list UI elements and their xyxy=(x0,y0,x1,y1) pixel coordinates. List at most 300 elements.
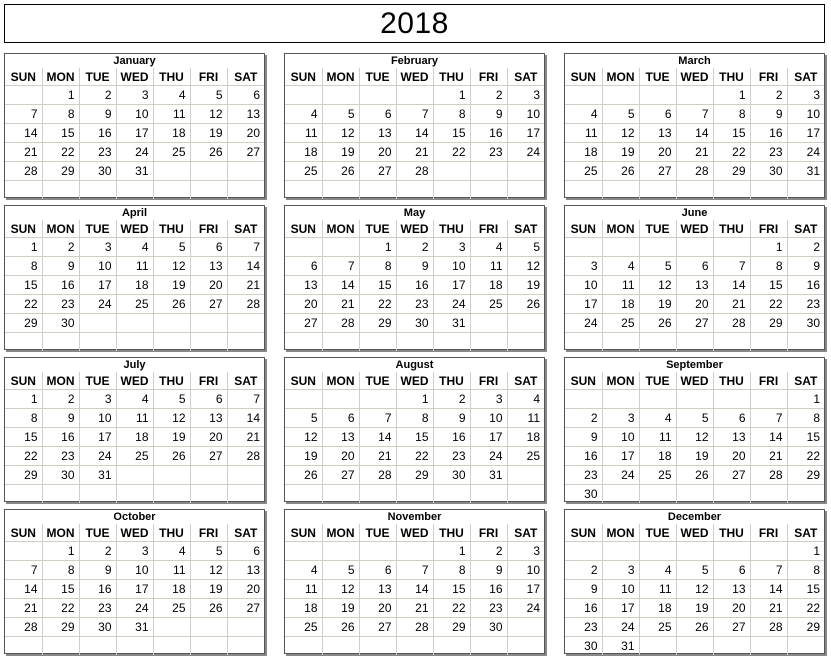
day-cell: 13 xyxy=(227,105,264,124)
day-cell: 28 xyxy=(396,618,433,637)
weekday-header: TUE xyxy=(79,524,116,542)
weekday-header: WED xyxy=(396,524,433,542)
day-cell: 6 xyxy=(359,105,396,124)
day-cell: 15 xyxy=(750,276,787,295)
day-cell: 10 xyxy=(470,409,507,428)
day-cell xyxy=(322,390,359,409)
day-cell: 30 xyxy=(42,314,79,333)
day-cell xyxy=(5,485,42,504)
day-cell: 25 xyxy=(153,143,190,162)
day-cell: 15 xyxy=(433,580,470,599)
day-cell: 11 xyxy=(470,257,507,276)
day-cell: 8 xyxy=(713,105,750,124)
day-cell: 7 xyxy=(359,409,396,428)
day-cell: 20 xyxy=(359,599,396,618)
weekday-header: TUE xyxy=(359,68,396,86)
day-cell: 1 xyxy=(787,542,824,561)
day-cell: 6 xyxy=(676,257,713,276)
day-cell xyxy=(507,485,544,504)
day-cell: 23 xyxy=(42,447,79,466)
day-cell: 8 xyxy=(787,561,824,580)
weekday-header: FRI xyxy=(470,372,507,390)
day-cell: 19 xyxy=(153,428,190,447)
day-cell: 28 xyxy=(676,162,713,181)
day-cell: 22 xyxy=(42,599,79,618)
day-cell: 27 xyxy=(190,447,227,466)
day-cell xyxy=(5,181,42,200)
weekday-header: SAT xyxy=(507,524,544,542)
day-cell: 14 xyxy=(5,124,42,143)
weekday-header: MON xyxy=(42,372,79,390)
day-cell xyxy=(470,637,507,656)
day-cell: 25 xyxy=(285,618,322,637)
day-cell xyxy=(713,637,750,656)
day-cell: 25 xyxy=(639,466,676,485)
day-cell: 29 xyxy=(713,162,750,181)
day-cell xyxy=(190,333,227,352)
day-cell: 24 xyxy=(79,295,116,314)
day-cell xyxy=(190,618,227,637)
day-cell: 8 xyxy=(433,105,470,124)
day-cell xyxy=(116,485,153,504)
day-cell xyxy=(359,390,396,409)
day-cell: 2 xyxy=(396,238,433,257)
day-cell: 13 xyxy=(639,124,676,143)
day-cell: 7 xyxy=(5,105,42,124)
day-cell xyxy=(190,181,227,200)
day-cell: 11 xyxy=(116,409,153,428)
day-cell: 31 xyxy=(787,162,824,181)
weekday-header: MON xyxy=(602,220,639,238)
weekday-header: WED xyxy=(396,372,433,390)
day-cell xyxy=(787,637,824,656)
day-cell: 16 xyxy=(470,580,507,599)
day-cell: 23 xyxy=(565,466,602,485)
day-cell: 30 xyxy=(565,637,602,656)
day-cell: 26 xyxy=(153,447,190,466)
day-cell: 18 xyxy=(639,599,676,618)
day-cell xyxy=(787,485,824,504)
month-table xyxy=(5,524,264,655)
month-may xyxy=(284,205,545,350)
day-cell: 25 xyxy=(153,599,190,618)
day-cell xyxy=(227,181,264,200)
day-cell xyxy=(227,618,264,637)
day-cell: 5 xyxy=(190,86,227,105)
day-cell: 20 xyxy=(359,143,396,162)
day-cell xyxy=(787,333,824,352)
day-cell: 2 xyxy=(79,542,116,561)
month-table xyxy=(5,220,264,351)
day-cell: 8 xyxy=(396,409,433,428)
weekday-header: FRI xyxy=(470,68,507,86)
day-cell xyxy=(285,390,322,409)
day-cell: 7 xyxy=(396,105,433,124)
day-cell: 21 xyxy=(713,295,750,314)
weekday-header: MON xyxy=(322,220,359,238)
day-cell: 23 xyxy=(79,143,116,162)
day-cell: 2 xyxy=(42,390,79,409)
day-cell: 11 xyxy=(153,561,190,580)
day-cell: 10 xyxy=(602,580,639,599)
day-cell: 15 xyxy=(359,276,396,295)
day-cell xyxy=(602,542,639,561)
day-cell: 17 xyxy=(507,580,544,599)
month-table xyxy=(285,220,544,351)
day-cell: 14 xyxy=(359,428,396,447)
day-cell xyxy=(322,542,359,561)
weekday-header: MON xyxy=(602,524,639,542)
day-cell: 30 xyxy=(79,618,116,637)
day-cell: 30 xyxy=(433,466,470,485)
day-cell: 28 xyxy=(322,314,359,333)
day-cell: 24 xyxy=(787,143,824,162)
day-cell: 9 xyxy=(42,257,79,276)
day-cell: 27 xyxy=(285,314,322,333)
day-cell: 2 xyxy=(787,238,824,257)
weekday-header: FRI xyxy=(190,524,227,542)
day-cell xyxy=(676,333,713,352)
day-cell xyxy=(322,333,359,352)
day-cell: 23 xyxy=(42,295,79,314)
weekday-header: SAT xyxy=(787,68,824,86)
day-cell xyxy=(676,637,713,656)
day-cell: 4 xyxy=(116,238,153,257)
day-cell: 19 xyxy=(322,143,359,162)
day-cell xyxy=(116,466,153,485)
day-cell xyxy=(153,618,190,637)
day-cell xyxy=(507,618,544,637)
day-cell: 22 xyxy=(42,143,79,162)
day-cell: 22 xyxy=(5,447,42,466)
day-cell xyxy=(359,86,396,105)
day-cell: 21 xyxy=(227,428,264,447)
day-cell: 1 xyxy=(5,390,42,409)
day-cell: 9 xyxy=(79,561,116,580)
weekday-header: TUE xyxy=(79,220,116,238)
day-cell: 24 xyxy=(79,447,116,466)
day-cell: 15 xyxy=(713,124,750,143)
day-cell: 4 xyxy=(153,86,190,105)
day-cell: 5 xyxy=(676,561,713,580)
day-cell: 4 xyxy=(507,390,544,409)
day-cell: 11 xyxy=(602,276,639,295)
day-cell xyxy=(507,162,544,181)
day-cell: 11 xyxy=(116,257,153,276)
day-cell: 18 xyxy=(470,276,507,295)
day-cell: 19 xyxy=(190,580,227,599)
day-cell: 21 xyxy=(750,447,787,466)
month-name: September xyxy=(666,359,723,371)
day-cell: 9 xyxy=(750,105,787,124)
day-cell: 7 xyxy=(5,561,42,580)
day-cell: 25 xyxy=(116,295,153,314)
day-cell: 17 xyxy=(433,276,470,295)
day-cell: 21 xyxy=(750,599,787,618)
day-cell xyxy=(433,485,470,504)
day-cell: 21 xyxy=(5,143,42,162)
day-cell: 31 xyxy=(79,466,116,485)
day-cell: 29 xyxy=(433,618,470,637)
day-cell xyxy=(359,542,396,561)
day-cell: 23 xyxy=(470,143,507,162)
day-cell xyxy=(470,314,507,333)
day-cell: 16 xyxy=(470,124,507,143)
day-cell xyxy=(5,333,42,352)
day-cell: 4 xyxy=(470,238,507,257)
weekday-header: TUE xyxy=(639,220,676,238)
day-cell: 29 xyxy=(42,618,79,637)
day-cell: 16 xyxy=(79,580,116,599)
day-cell xyxy=(322,238,359,257)
day-cell xyxy=(602,390,639,409)
day-cell xyxy=(470,181,507,200)
day-cell xyxy=(676,485,713,504)
day-cell: 28 xyxy=(750,618,787,637)
weekday-header: MON xyxy=(42,524,79,542)
weekday-header: WED xyxy=(676,524,713,542)
day-cell: 3 xyxy=(507,86,544,105)
weekday-header: SAT xyxy=(227,372,264,390)
day-cell xyxy=(750,542,787,561)
day-cell: 28 xyxy=(750,466,787,485)
day-cell: 19 xyxy=(676,447,713,466)
day-cell: 22 xyxy=(359,295,396,314)
day-cell xyxy=(285,181,322,200)
weekday-header: THU xyxy=(153,68,190,86)
day-cell: 26 xyxy=(507,295,544,314)
day-cell: 11 xyxy=(285,124,322,143)
day-cell: 7 xyxy=(750,409,787,428)
day-cell: 20 xyxy=(322,447,359,466)
day-cell: 22 xyxy=(433,143,470,162)
day-cell: 14 xyxy=(227,257,264,276)
day-cell xyxy=(639,542,676,561)
day-cell: 24 xyxy=(433,295,470,314)
day-cell: 8 xyxy=(359,257,396,276)
month-name: July xyxy=(123,359,146,371)
day-cell xyxy=(470,485,507,504)
day-cell: 21 xyxy=(359,447,396,466)
day-cell: 8 xyxy=(750,257,787,276)
day-cell xyxy=(153,637,190,656)
day-cell: 10 xyxy=(787,105,824,124)
day-cell xyxy=(285,637,322,656)
day-cell xyxy=(42,485,79,504)
day-cell: 8 xyxy=(42,105,79,124)
day-cell xyxy=(713,333,750,352)
day-cell: 30 xyxy=(42,466,79,485)
day-cell xyxy=(639,637,676,656)
weekday-header: SAT xyxy=(227,68,264,86)
day-cell xyxy=(433,637,470,656)
day-cell: 9 xyxy=(433,409,470,428)
weekday-header: THU xyxy=(153,220,190,238)
day-cell: 5 xyxy=(639,257,676,276)
weekday-header: THU xyxy=(713,68,750,86)
day-cell: 8 xyxy=(42,561,79,580)
day-cell: 17 xyxy=(602,447,639,466)
weekday-header: SAT xyxy=(787,220,824,238)
day-cell: 14 xyxy=(322,276,359,295)
day-cell: 19 xyxy=(153,276,190,295)
day-cell: 29 xyxy=(5,314,42,333)
day-cell: 5 xyxy=(190,542,227,561)
day-cell: 25 xyxy=(507,447,544,466)
day-cell xyxy=(602,181,639,200)
day-cell: 27 xyxy=(676,314,713,333)
day-cell xyxy=(507,314,544,333)
day-cell: 6 xyxy=(322,409,359,428)
day-cell: 5 xyxy=(153,390,190,409)
day-cell xyxy=(190,485,227,504)
weekday-header: SAT xyxy=(787,524,824,542)
weekday-header: MON xyxy=(602,372,639,390)
day-cell: 14 xyxy=(676,124,713,143)
day-cell xyxy=(433,181,470,200)
day-cell: 8 xyxy=(433,561,470,580)
day-cell xyxy=(116,637,153,656)
day-cell xyxy=(396,181,433,200)
day-cell: 22 xyxy=(787,447,824,466)
day-cell: 21 xyxy=(676,143,713,162)
weekday-header: SUN xyxy=(565,68,602,86)
day-cell: 9 xyxy=(79,105,116,124)
weekday-header: SUN xyxy=(5,372,42,390)
day-cell: 4 xyxy=(639,561,676,580)
day-cell: 13 xyxy=(713,580,750,599)
day-cell: 3 xyxy=(470,390,507,409)
day-cell: 12 xyxy=(602,124,639,143)
day-cell xyxy=(322,637,359,656)
day-cell: 2 xyxy=(750,86,787,105)
day-cell: 6 xyxy=(713,561,750,580)
weekday-header: THU xyxy=(153,524,190,542)
weekday-header: SAT xyxy=(507,68,544,86)
weekday-header: SAT xyxy=(787,372,824,390)
day-cell xyxy=(507,637,544,656)
day-cell: 15 xyxy=(787,580,824,599)
day-cell: 24 xyxy=(116,599,153,618)
day-cell xyxy=(565,86,602,105)
day-cell: 31 xyxy=(470,466,507,485)
day-cell: 10 xyxy=(79,409,116,428)
day-cell: 19 xyxy=(322,599,359,618)
day-cell xyxy=(713,181,750,200)
day-cell xyxy=(713,238,750,257)
weekday-header: MON xyxy=(42,220,79,238)
weekday-header: FRI xyxy=(750,372,787,390)
day-cell xyxy=(5,86,42,105)
day-cell: 9 xyxy=(470,561,507,580)
day-cell: 15 xyxy=(787,428,824,447)
year-title: 2018 xyxy=(380,6,449,40)
day-cell: 2 xyxy=(42,238,79,257)
day-cell: 27 xyxy=(359,618,396,637)
day-cell: 21 xyxy=(396,143,433,162)
day-cell: 7 xyxy=(750,561,787,580)
day-cell: 9 xyxy=(470,105,507,124)
day-cell: 28 xyxy=(359,466,396,485)
month-april xyxy=(4,205,265,350)
month-name: June xyxy=(681,207,708,219)
day-cell: 15 xyxy=(433,124,470,143)
day-cell: 26 xyxy=(676,618,713,637)
month-name: October xyxy=(113,511,156,523)
weekday-header: SUN xyxy=(5,220,42,238)
day-cell: 16 xyxy=(750,124,787,143)
month-table xyxy=(5,68,264,199)
day-cell: 24 xyxy=(116,143,153,162)
weekday-header: THU xyxy=(433,372,470,390)
month-october xyxy=(4,509,265,654)
day-cell: 11 xyxy=(285,580,322,599)
day-cell: 29 xyxy=(750,314,787,333)
day-cell: 2 xyxy=(433,390,470,409)
day-cell: 23 xyxy=(433,447,470,466)
day-cell xyxy=(227,637,264,656)
day-cell: 2 xyxy=(565,561,602,580)
day-cell: 20 xyxy=(227,124,264,143)
day-cell: 5 xyxy=(507,238,544,257)
day-cell: 27 xyxy=(190,295,227,314)
day-cell xyxy=(565,542,602,561)
day-cell xyxy=(227,162,264,181)
weekday-header: WED xyxy=(676,372,713,390)
month-september xyxy=(564,357,825,502)
day-cell xyxy=(639,238,676,257)
day-cell: 29 xyxy=(396,466,433,485)
weekday-header: FRI xyxy=(750,68,787,86)
day-cell: 5 xyxy=(322,561,359,580)
day-cell: 6 xyxy=(713,409,750,428)
day-cell xyxy=(639,390,676,409)
day-cell: 13 xyxy=(322,428,359,447)
day-cell: 21 xyxy=(227,276,264,295)
day-cell: 5 xyxy=(285,409,322,428)
weekday-header: MON xyxy=(322,372,359,390)
day-cell: 1 xyxy=(42,86,79,105)
day-cell: 13 xyxy=(359,580,396,599)
day-cell: 4 xyxy=(639,409,676,428)
day-cell: 14 xyxy=(750,428,787,447)
day-cell: 9 xyxy=(565,428,602,447)
day-cell: 13 xyxy=(285,276,322,295)
day-cell xyxy=(565,181,602,200)
day-cell xyxy=(713,485,750,504)
day-cell: 3 xyxy=(116,86,153,105)
day-cell xyxy=(322,181,359,200)
day-cell: 28 xyxy=(227,295,264,314)
weekday-header: TUE xyxy=(79,372,116,390)
day-cell: 10 xyxy=(116,105,153,124)
day-cell xyxy=(602,86,639,105)
day-cell: 5 xyxy=(322,105,359,124)
day-cell xyxy=(285,485,322,504)
day-cell: 31 xyxy=(602,637,639,656)
day-cell: 22 xyxy=(713,143,750,162)
day-cell: 1 xyxy=(359,238,396,257)
day-cell: 31 xyxy=(433,314,470,333)
weekday-header: TUE xyxy=(359,220,396,238)
day-cell xyxy=(507,181,544,200)
weekday-header: WED xyxy=(116,372,153,390)
day-cell xyxy=(750,181,787,200)
day-cell: 27 xyxy=(713,466,750,485)
day-cell: 21 xyxy=(5,599,42,618)
day-cell: 4 xyxy=(116,390,153,409)
day-cell: 18 xyxy=(153,124,190,143)
